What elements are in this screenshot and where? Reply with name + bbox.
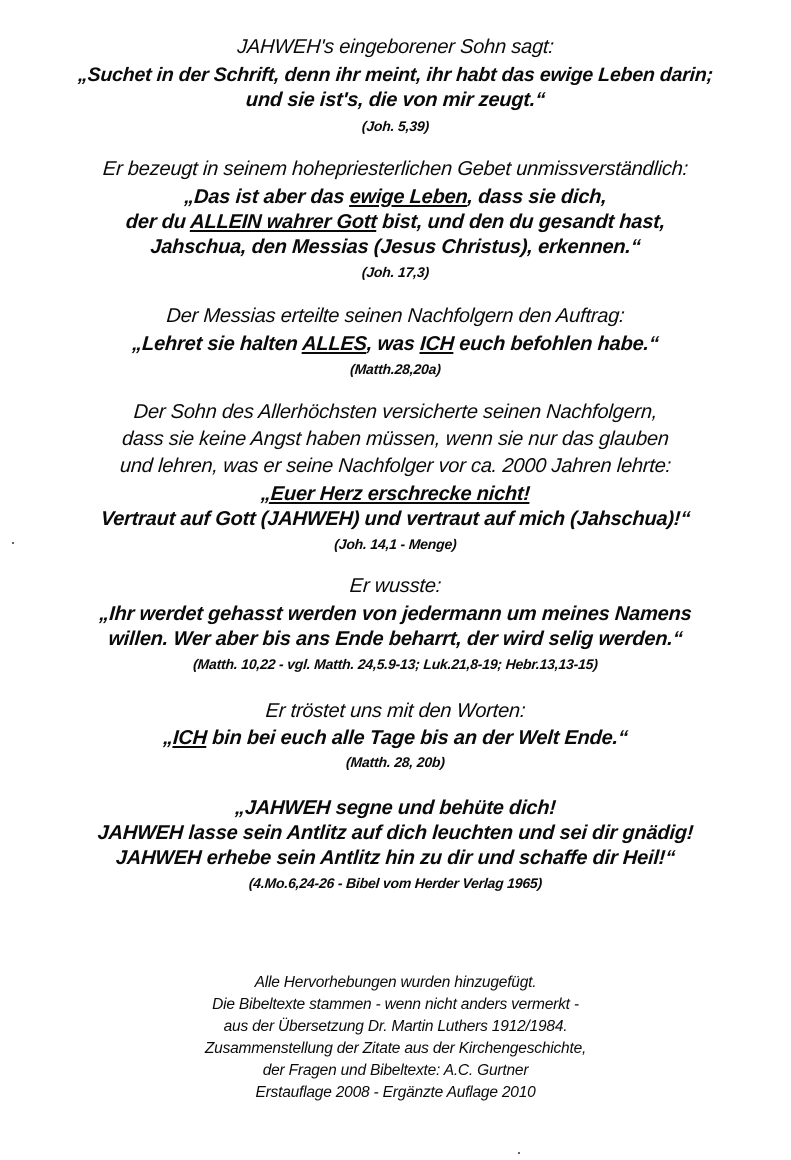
footer-line1: Alle Hervorhebungen wurden hinzugefügt. — [254, 974, 537, 991]
section7-quote-line2: JAHWEH lasse sein Antlitz auf dich leuchten und sei dir gnädig! — [96, 822, 695, 844]
section3-quote — [0, 333, 791, 356]
quote-text: bist, und den du gesandt hast, — [376, 211, 666, 233]
emphasis-underline: ewige Leben — [348, 186, 469, 208]
footer-line4: Zusammenstellung der Zitate aus der Kirchengeschichte, — [204, 1040, 587, 1057]
emphasis-underline: ICH — [419, 333, 455, 355]
section5-reference: (Matth. 10,22 - vgl. Matth. 24,5.9-13; Luk.21,8-19; Hebr.13,13-15) — [192, 656, 599, 672]
emphasis-underline: ALLES — [301, 333, 368, 355]
section2-quote-line1 — [0, 186, 791, 209]
section7-quote-line3: JAHWEH erhebe sein Antlitz hin zu dir und schaffe dir Heil!“ — [115, 847, 676, 869]
section4-quote-line2: Vertraut auf Gott (JAHWEH) und vertraut auf mich (Jahschua)!“ — [100, 508, 691, 530]
section1-intro: JAHWEH's eingeborener Sohn sagt: — [236, 36, 555, 58]
section6-intro: Er tröstet uns mit den Worten: — [264, 700, 527, 722]
quote-text: , dass sie dich, — [466, 186, 608, 208]
section4-intro-line2: dass sie keine Angst haben müssen, wenn sie nur das glauben — [121, 428, 670, 450]
section5-intro: Er wusste: — [349, 575, 442, 597]
scan-speck — [518, 1152, 520, 1154]
footer-line3: aus der Übersetzung Dr. Martin Luthers 1912/1984. — [223, 1018, 568, 1035]
section5-quote-line1: „Ihr werdet gehasst werden von jedermann um meines Namens — [98, 603, 693, 625]
footer-line6: Erstauflage 2008 - Ergänzte Auflage 2010 — [255, 1084, 536, 1101]
emphasis-underline: ICH — [172, 727, 208, 749]
section4-intro-line1: Der Sohn des Allerhöchsten versicherte seinen Nachfolgern, — [133, 401, 659, 423]
section5-quote-line2: willen. Wer aber bis ans Ende beharrt, der wird selig werden.“ — [107, 628, 684, 650]
quote-text: bin bei euch alle Tage bis an der Welt Ende.“ — [206, 727, 629, 749]
section1-quote-line1: „Suchet in der Schrift, denn ihr meint, ihr habt das ewige Leben darin; — [77, 64, 714, 86]
scan-speck — [12, 542, 14, 544]
quote-text: „Lehret sie halten — [131, 333, 304, 355]
footer-line2: Die Bibeltexte stammen - wenn nicht anders vermerkt - — [212, 996, 579, 1013]
section2-quote-line3: Jahschua, den Messias (Jesus Christus), erkennen.“ — [149, 236, 642, 258]
section1-reference: (Joh. 5,39) — [361, 118, 430, 134]
quote-text: der du — [125, 211, 192, 233]
emphasis-underline: ALLEIN wahrer Gott — [189, 211, 378, 233]
quote-text: , was — [366, 333, 421, 355]
section4-reference: (Joh. 14,1 - Menge) — [333, 536, 458, 552]
quote-text: euch befohlen habe.“ — [453, 333, 660, 355]
section6-quote — [0, 727, 791, 750]
section2-reference: (Joh. 17,3) — [361, 264, 430, 280]
section2-quote-line2 — [0, 211, 791, 234]
section2-intro: Er bezeugt in seinem hohepriesterlichen Gebet unmissverständlich: — [102, 158, 689, 180]
quote-text: „ — [162, 727, 174, 749]
section1-quote-line2: und sie ist's, die von mir zeugt.“ — [245, 89, 546, 111]
section3-reference: (Matth.28,20a) — [349, 361, 442, 377]
section6-reference: (Matth. 28, 20b) — [345, 754, 446, 770]
section3-intro: Der Messias erteilte seinen Nachfolgern den Auftrag: — [165, 305, 626, 327]
section7-reference: (4.Mo.6,24-26 - Bibel vom Herder Verlag 1965) — [248, 875, 543, 891]
footer-line5: der Fragen und Bibeltexte: A.C. Gurtner — [262, 1062, 529, 1079]
section4-quote-line1: „Euer Herz erschrecke nicht! — [260, 483, 531, 505]
section7-quote-line1: „JAHWEH segne und behüte dich! — [234, 797, 557, 819]
section4-intro-line3: und lehren, was er seine Nachfolger vor ca. 2000 Jahren lehrte: — [119, 455, 672, 477]
quote-text: „Das ist aber das — [183, 186, 351, 208]
